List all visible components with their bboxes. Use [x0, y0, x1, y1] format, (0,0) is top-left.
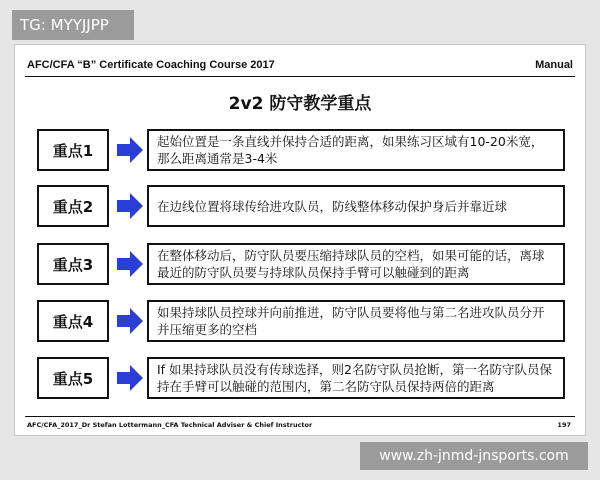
key-point-row	[37, 129, 565, 171]
arrow-right-icon	[117, 251, 143, 277]
arrow-right-icon	[117, 193, 143, 219]
key-point-description: 在边线位置将球传给进攻队员，防线整体移动保护身后并靠近球	[147, 185, 565, 227]
key-point-description: 如果持球队员控球并向前推进，防守队员要将他与第二名进攻队员分开并压缩更多的空档	[147, 300, 565, 342]
watermark-url: www.zh-jnmd-jnsports.com	[360, 442, 588, 470]
arrow-right-icon	[117, 308, 143, 334]
key-point-label: 重点3	[37, 243, 109, 285]
tg-badge: TG: MYYJJPP	[12, 10, 134, 40]
key-point-label: 重点2	[37, 185, 109, 227]
manual-page	[14, 44, 586, 436]
key-point-description: If 如果持球队员没有传球选择，则2名防守队员抢断，第一名防守队员保持在手臂可以触碰的范围内，第二名防守队员保持两倍的距离	[147, 357, 565, 399]
key-point-row	[37, 185, 565, 227]
course-title: AFC/CFA “B” Certificate Coaching Course 2017	[27, 59, 275, 71]
key-point-label: 重点1	[37, 129, 109, 171]
key-point-row	[37, 300, 565, 342]
key-point-label: 重点4	[37, 300, 109, 342]
key-point-description: 起始位置是一条直线并保持合适的距离，如果练习区域有10-20米宽，那么距离通常是3-4米	[147, 129, 565, 171]
page-title: 2v2 防守教学重点	[228, 94, 372, 114]
arrow-right-icon	[117, 365, 143, 391]
arrow-right-icon	[117, 137, 143, 163]
page-number: 197	[557, 421, 571, 429]
footer-divider	[25, 416, 575, 417]
footer-credit: AFC/CFA_2017_Dr Stefan Lottermann_CFA Technical Adviser & Chief Instructor	[27, 421, 313, 429]
manual-label: Manual	[535, 59, 573, 71]
header-divider	[25, 76, 575, 77]
key-point-row	[37, 357, 565, 399]
key-point-label: 重点5	[37, 357, 109, 399]
key-point-row	[37, 243, 565, 285]
key-point-description: 在整体移动后，防守队员要压缩持球队员的空档，如果可能的话，离球最近的防守队员要与持球队员保持手臂可以触碰到的距离	[147, 243, 565, 285]
